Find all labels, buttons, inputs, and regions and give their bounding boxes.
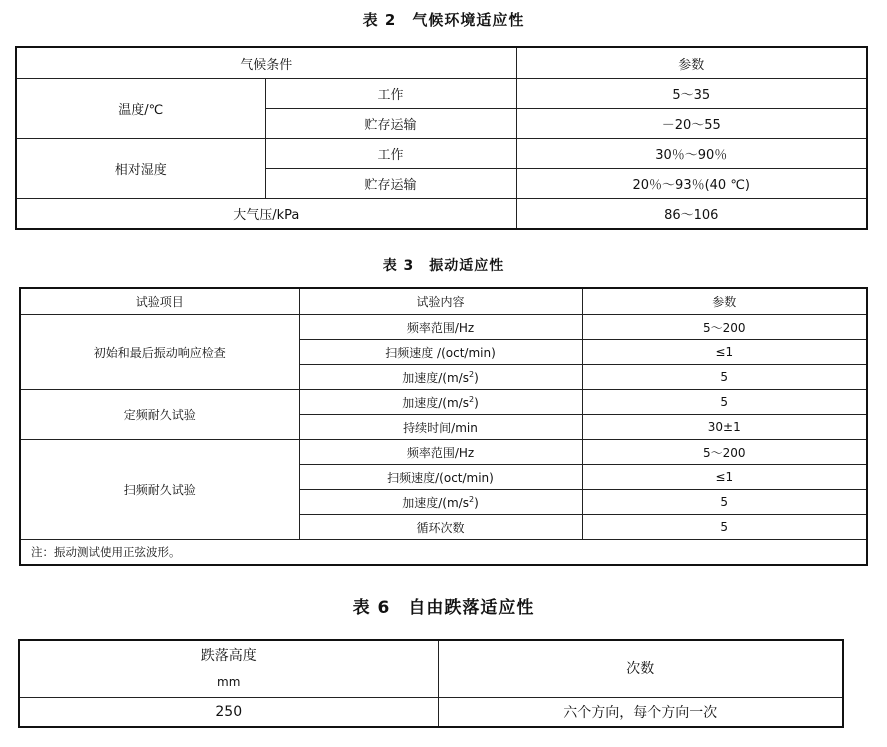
group-sweep: 扫频耐久试验: [20, 440, 299, 540]
table-header-row: [16, 47, 867, 79]
temp-work-value: 5～35: [516, 79, 867, 109]
header-param: 参数: [582, 288, 867, 315]
sub-work: 工作: [265, 79, 516, 109]
vibration-table: [19, 287, 868, 566]
humid-storage-value: 20％～93％(40 ℃): [516, 169, 867, 199]
value-sweep-speed: ≤1: [582, 340, 867, 365]
table-note: 注：振动测试使用正弦波形。: [20, 540, 867, 566]
sub-work: 工作: [265, 139, 516, 169]
table-row: [16, 139, 867, 169]
value-accel: 5: [582, 365, 867, 390]
value-duration: 30±1: [582, 415, 867, 440]
value-accel: 5: [582, 490, 867, 515]
line-accel: 加速度$/(m/s^2)$: [299, 490, 582, 515]
table-note-row: [20, 540, 867, 566]
humid-work-value: 30％～90％: [516, 139, 867, 169]
group-initial: 初始和最后振动响应检查: [20, 315, 299, 390]
header-height-label: 跌落高度: [200, 648, 257, 664]
drop-table: [18, 639, 844, 728]
table-row: [16, 79, 867, 109]
value-cycles: 5: [582, 515, 867, 540]
climate-table: [15, 46, 868, 230]
line-freq-range: 频率范围/Hz: [299, 315, 582, 340]
table-header-row: [20, 288, 867, 315]
line-sweep-speed: 扫频速度 /(oct/min): [299, 340, 582, 365]
temp-storage-value: －20～55: [516, 109, 867, 139]
pressure-value: 86～106: [516, 199, 867, 230]
header-param: 参数: [516, 47, 867, 79]
temp-label: 温度/℃: [16, 79, 265, 139]
header-item: 试验项目: [20, 288, 299, 315]
table-row: [19, 698, 843, 728]
table3-caption: 表 3 振动适应性: [382, 258, 505, 274]
table6-caption: 表 6 自由跌落适应性: [352, 598, 535, 618]
line-accel: 加速度$/(m/s^2)$: [299, 390, 582, 415]
header-condition: 气候条件: [16, 47, 516, 79]
group-fixed: 定频耐久试验: [20, 390, 299, 440]
sub-storage: 贮存运输: [265, 109, 516, 139]
table-row: [20, 315, 867, 340]
line-cycles: 循环次数: [299, 515, 582, 540]
table-header-row: [19, 640, 843, 698]
line-sweep-speed: 扫频速度/(oct/min): [299, 465, 582, 490]
line-accel: 加速度$/(m/s^2)$: [299, 365, 582, 390]
header-height-unit: mm: [217, 675, 241, 689]
table-row: [16, 199, 867, 230]
sub-storage: 贮存运输: [265, 169, 516, 199]
height-value: 250: [19, 698, 438, 728]
count-value: 六个方向，每个方向一次: [438, 698, 843, 728]
header-height: [19, 640, 438, 698]
value-freq-range: 5～200: [582, 315, 867, 340]
value-accel: 5: [582, 390, 867, 415]
table-row: [20, 390, 867, 415]
humid-label: 相对湿度: [16, 139, 265, 199]
header-count: 次数: [438, 640, 843, 698]
table2-caption: 表 2 气候环境适应性: [362, 11, 525, 29]
value-sweep-speed: ≤1: [582, 465, 867, 490]
header-content: 试验内容: [299, 288, 582, 315]
table-row: [20, 440, 867, 465]
value-freq-range: 5～200: [582, 440, 867, 465]
pressure-label: 大气压/kPa: [16, 199, 516, 230]
line-duration: 持续时间/min: [299, 415, 582, 440]
line-freq-range: 频率范围/Hz: [299, 440, 582, 465]
